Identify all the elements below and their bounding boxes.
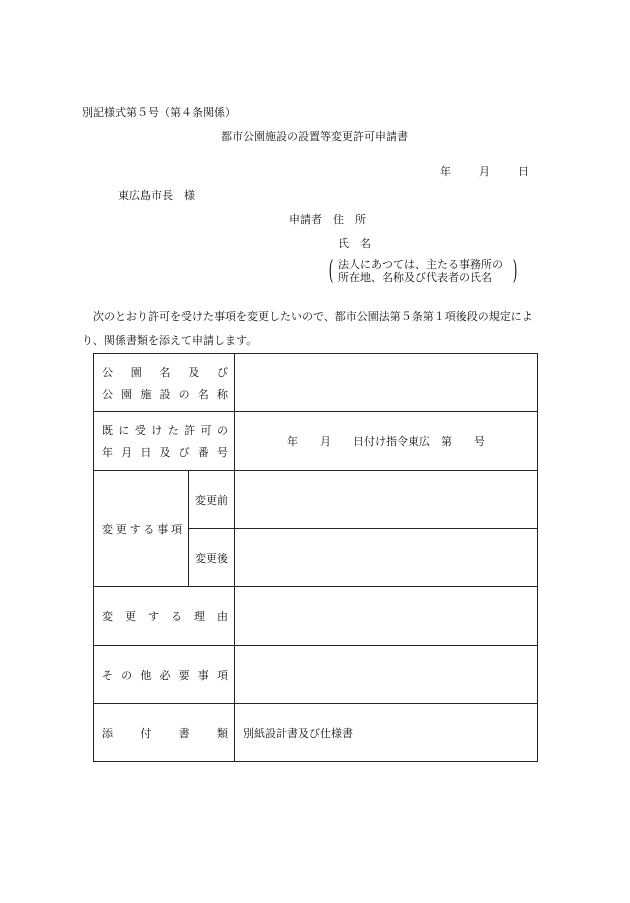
label-char: 号 (216, 446, 228, 459)
label-char: 及 (159, 446, 171, 459)
table-row (94, 587, 538, 646)
label-char: 事 (197, 668, 209, 682)
after-label: 変更後 (189, 529, 235, 587)
label-char: 設 (159, 387, 171, 401)
label-char: 他 (140, 668, 152, 682)
label-char: る (143, 522, 155, 536)
label-char: 変 (102, 610, 113, 623)
changes-label (94, 471, 189, 587)
before-label: 変更前 (189, 471, 235, 529)
park-name-label-line1 (102, 361, 228, 383)
table-row (94, 646, 538, 704)
permit-value[interactable]: 年 月 日付け指令東広 第 号 (235, 412, 538, 471)
park-name-label (94, 354, 235, 412)
date-year: 年 (440, 165, 451, 178)
label-char: 付 (140, 726, 152, 740)
date-month: 月 (479, 165, 490, 178)
label-char: 名 (159, 365, 171, 379)
date-line (440, 166, 529, 177)
date-day: 日 (518, 165, 529, 178)
label-char: 年 (102, 446, 113, 459)
label-char: 由 (217, 610, 228, 623)
label-char: 許 (184, 424, 196, 437)
label-char: 理 (194, 610, 205, 623)
label-char: 公 (102, 365, 113, 379)
label-char: た (167, 424, 179, 437)
table-row (94, 471, 538, 529)
label-char: 公 (102, 387, 113, 401)
label-char: 及 (188, 365, 200, 379)
corporate-note-line1: 法人にあつては、主たる事務所の (338, 258, 503, 271)
bracket-right: ) (512, 256, 518, 286)
bracket-left: ( (328, 256, 334, 286)
label-char: 類 (216, 726, 228, 740)
form-number: 別記様式第５号（第４条関係） (82, 106, 236, 119)
park-name-label-line2 (102, 383, 228, 405)
attachments-label-line (102, 722, 228, 744)
permit-label-line2 (102, 441, 228, 463)
label-char: 受 (134, 424, 146, 437)
table-row (94, 704, 538, 762)
label-char: 名 (197, 387, 209, 401)
before-value[interactable] (235, 471, 538, 529)
label-char: 日 (140, 446, 152, 459)
other-value[interactable] (235, 646, 538, 704)
label-char: す (129, 522, 141, 536)
label-char: 更 (115, 522, 127, 536)
label-char: 施 (140, 387, 152, 401)
label-char: 項 (216, 668, 228, 682)
label-char: る (171, 610, 182, 623)
attachments-value[interactable]: 別紙設計書及び仕様書 (235, 704, 538, 762)
table-row (94, 412, 538, 471)
application-table (93, 353, 538, 762)
label-char: 可 (200, 424, 212, 437)
reason-label-line (102, 605, 228, 627)
addressee: 東広島市長 様 (118, 189, 195, 202)
label-char: 事 (157, 522, 169, 536)
label-char: の (121, 668, 133, 682)
label-char: の (178, 387, 190, 401)
label-char: け (151, 424, 163, 437)
reason-label (94, 587, 235, 646)
attachments-label (94, 704, 235, 762)
label-char: 項 (170, 522, 182, 536)
label-char: 添 (102, 726, 113, 740)
other-label (94, 646, 235, 704)
label-char: 必 (159, 668, 171, 682)
applicant-name-label: 氏 名 (338, 237, 371, 250)
page-title: 都市公園施設の設置等変更許可申請書 (221, 130, 408, 143)
corporate-note (328, 256, 522, 286)
label-char: そ (102, 668, 113, 682)
label-char: 更 (125, 610, 136, 623)
label-char: び (217, 365, 228, 379)
label-char: 既 (102, 424, 113, 437)
label-char: 番 (197, 446, 209, 459)
table-row (94, 354, 538, 412)
applicant-address-label: 申請者 住 所 (289, 213, 366, 226)
label-char: 園 (121, 387, 133, 401)
changes-label-line (102, 518, 182, 540)
other-label-line (102, 664, 228, 686)
label-char: 園 (130, 365, 142, 379)
body-text: 次のとおり許可を受けた事項を変更したいので、都市公園法第５条第１項後段の規定により、関係書類を添えて申請します。 (82, 310, 533, 347)
label-char: び (178, 446, 190, 459)
corporate-note-line2: 所在地、名称及び代表者の氏名 (338, 271, 492, 284)
label-char: の (216, 424, 228, 437)
label-char: 月 (121, 446, 133, 459)
permit-label (94, 412, 235, 471)
label-char: 書 (178, 726, 190, 740)
label-char: 称 (216, 387, 228, 401)
permit-label-line1 (102, 419, 228, 441)
after-value[interactable] (235, 529, 538, 587)
label-char: に (118, 424, 130, 437)
label-char: 変 (102, 522, 113, 536)
label-char: 要 (178, 668, 190, 682)
park-name-value[interactable] (235, 354, 538, 412)
label-char: す (148, 610, 159, 623)
reason-value[interactable] (235, 587, 538, 646)
